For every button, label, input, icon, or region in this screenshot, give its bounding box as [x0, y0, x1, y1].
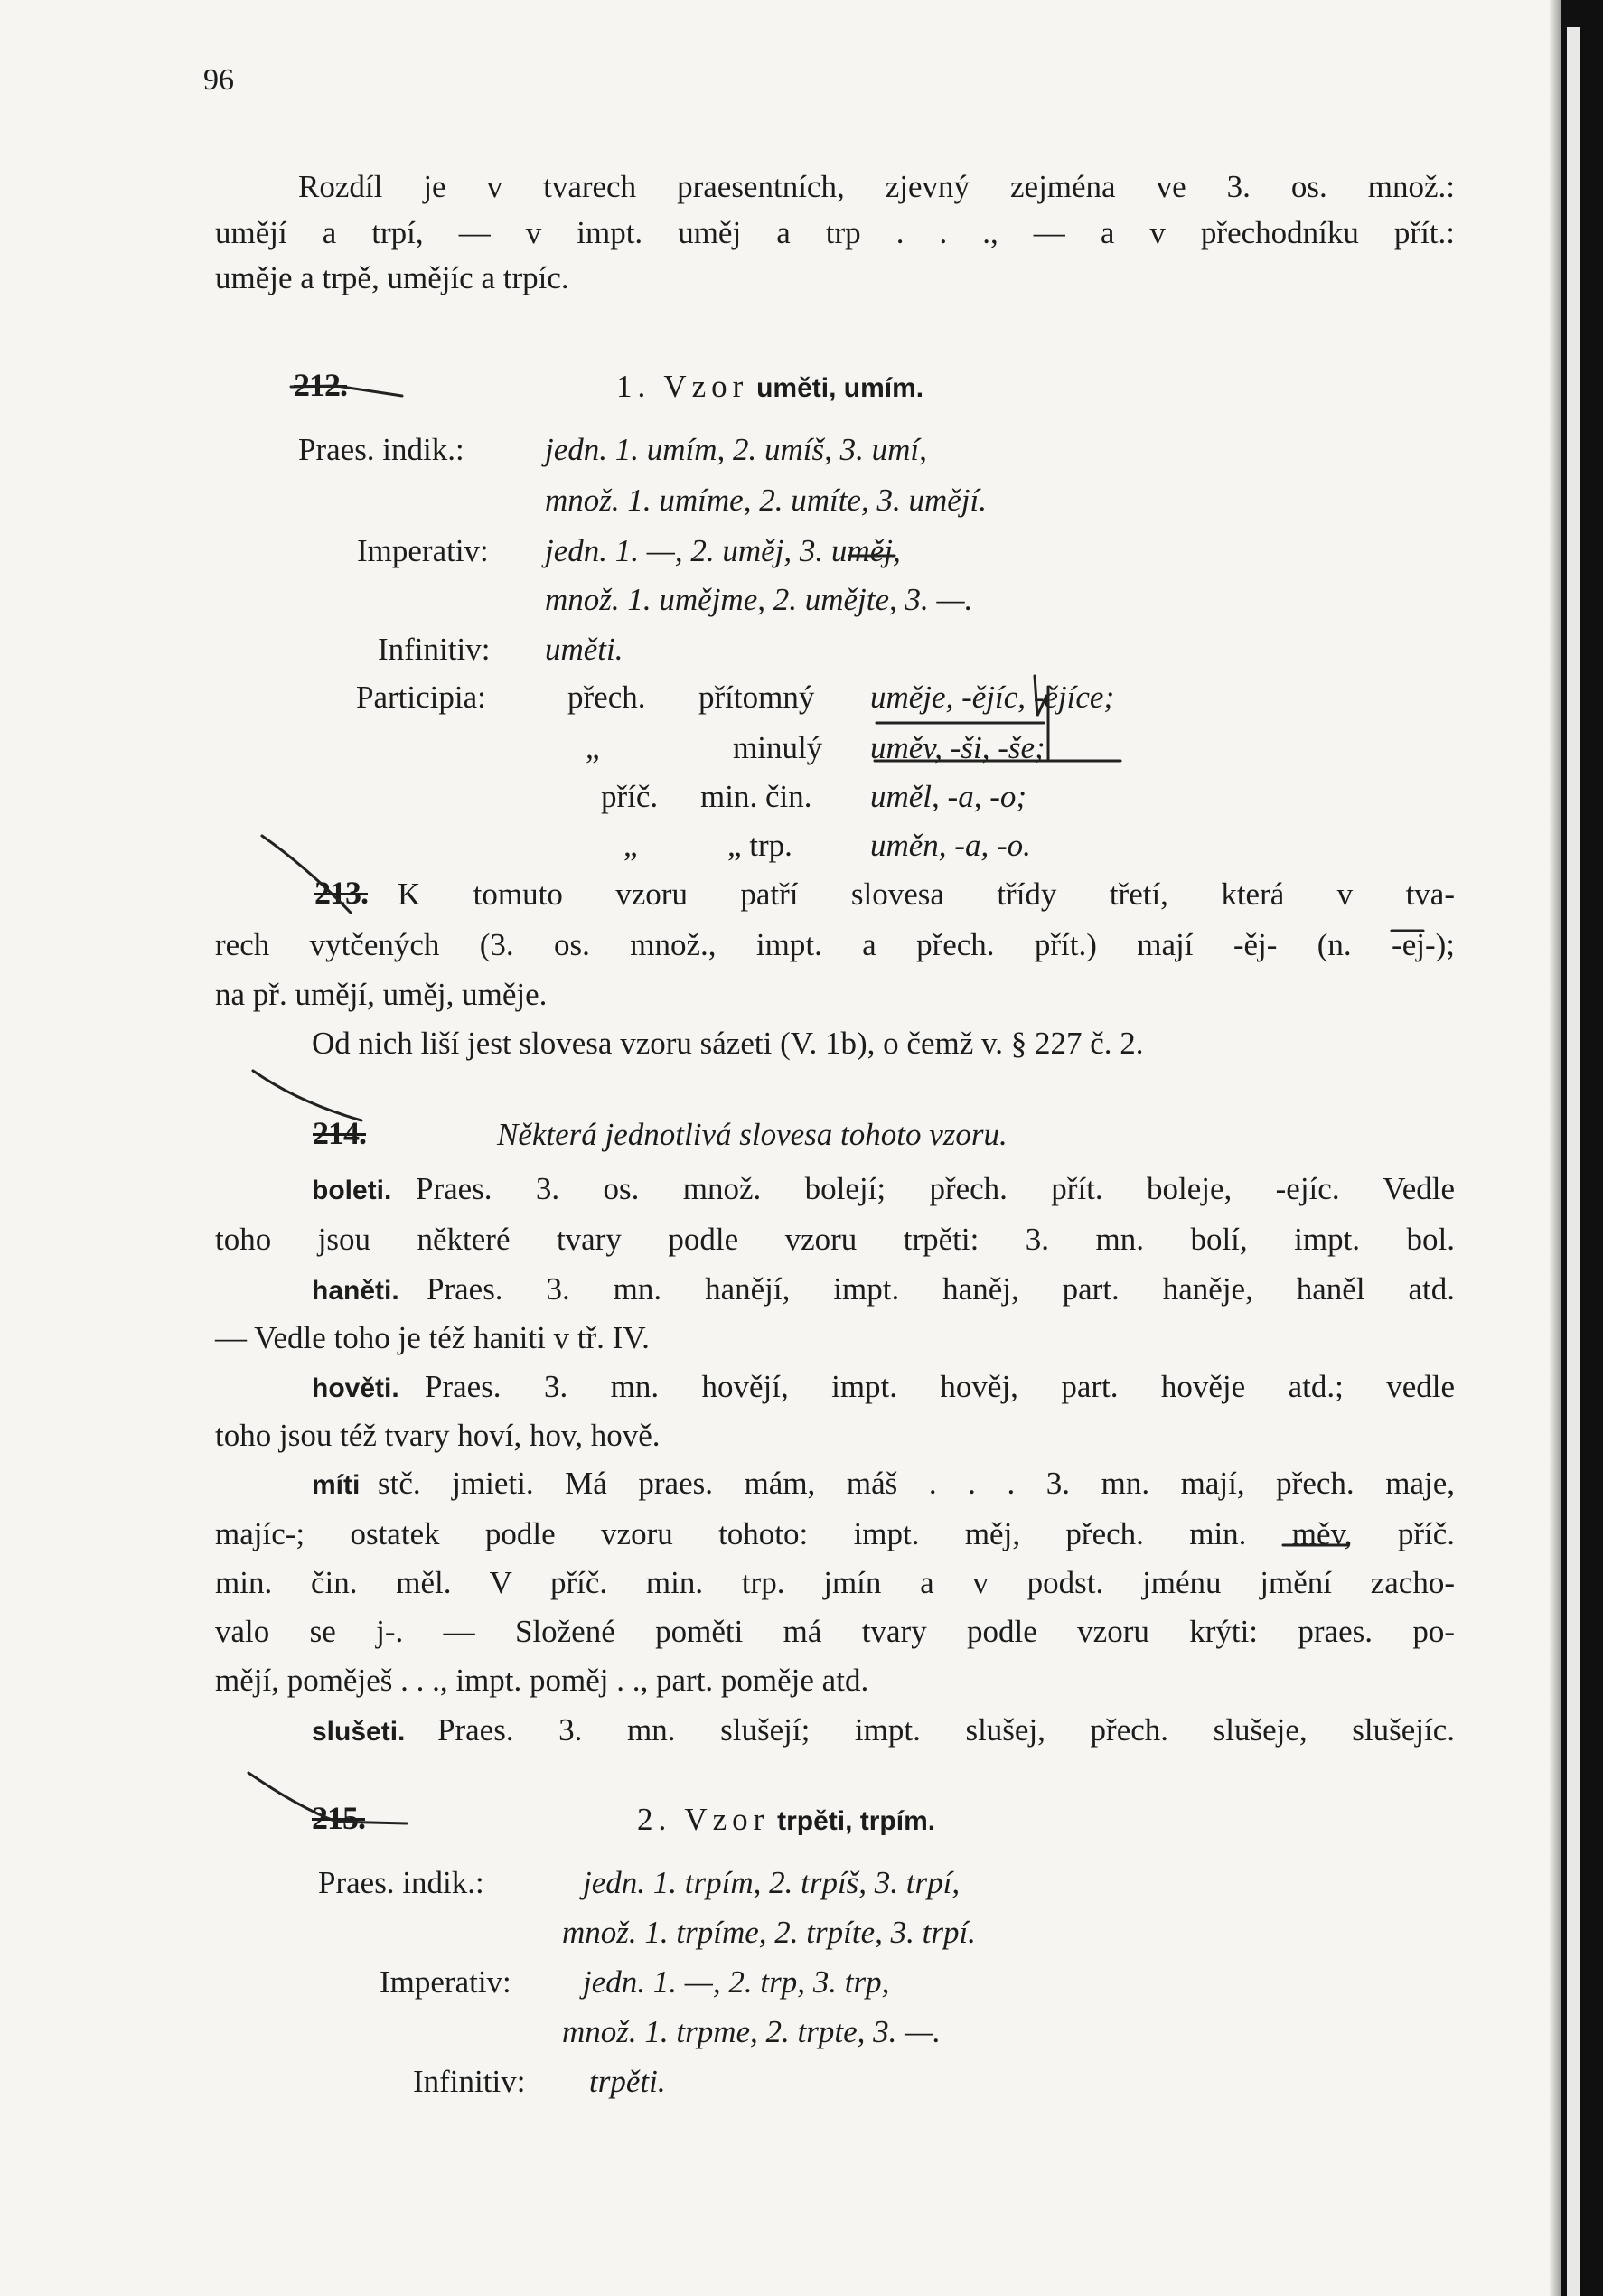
s215-imper-label: Imperativ:: [380, 1964, 511, 2000]
s215-praes-jedn: jedn. 1. trpím, 2. trpíš, 3. trpí,: [583, 1865, 961, 1900]
entry-hoveti-line-1: Praes. 3. mn. hovějí, impt. hověj, part. hověje atd.; vedle: [425, 1369, 1455, 1404]
s212-part-row-4-a: „: [623, 828, 638, 863]
entry-suseti-line-1: Praes. 3. mn. slušejí; impt. slušej, přech. slušeje, slušejíc.: [437, 1712, 1455, 1748]
adjacent-page-edge: [1567, 27, 1580, 2296]
entry-boleti-line-2: toho jsou některé tvary podle vzoru trpěti: 3. mn. bolí, impt. bol.: [215, 1222, 1455, 1257]
section-number-214: 214.: [313, 1115, 366, 1151]
s212-part-label: Participia:: [356, 679, 486, 715]
s212-imper-mnoz: množ. 1. umějme, 2. umějte, 3. —.: [545, 582, 973, 617]
s212-part-row-3-b: min. čin.: [700, 779, 812, 814]
entry-head-suseti: slušeti.: [312, 1717, 406, 1747]
intro-line-3: uměje a trpě, umějíc a trpíc.: [215, 260, 569, 295]
entry-boleti-line-1: Praes. 3. os. množ. bolejí; přech. přít. boleje, -ejíc. Vedle: [416, 1171, 1455, 1206]
section-number-213: 213.: [314, 875, 368, 911]
s212-part-row-3-a: příč.: [601, 779, 659, 814]
s212-part-row-2-a: „: [586, 730, 600, 765]
entry-haneti-line-2: — Vedle toho je též haniti v tř. IV.: [215, 1320, 650, 1355]
s212-part-row-2-b: minulý: [733, 730, 823, 765]
s213-line-1: K tomuto vzoru patří slovesa třídy třetí, která v tva-: [398, 876, 1455, 912]
s212-part-row-1-a: přech.: [567, 679, 646, 715]
s212-part-row-4-b: „ trp.: [727, 828, 792, 863]
s213-line-4: Od nich liší jest slovesa vzoru sázeti (V. 1b), o čemž v. § 227 č. 2.: [312, 1026, 1144, 1061]
s215-heading-words: trpěti, trpím.: [777, 1806, 936, 1836]
pen-stroke-215: [248, 1773, 407, 1823]
entry-miti-line-5: mějí, poměješ . . ., impt. poměj . ., part. poměje atd.: [215, 1663, 869, 1698]
s212-praes-mnoz: množ. 1. umíme, 2. umíte, 3. umějí.: [545, 483, 987, 518]
s212-part-row-1-b: přítomný: [698, 679, 815, 715]
entry-miti-line-3: min. čin. měl. V příč. min. trp. jmín a v podst. jménu jmění zacho-: [215, 1565, 1455, 1600]
s215-imper-jedn: jedn. 1. —, 2. trp, 3. trp,: [583, 1964, 890, 2000]
s212-part-row-4-c: uměn, -a, -o.: [870, 828, 1031, 863]
s212-heading-prefix: 1. Vzor: [616, 369, 749, 404]
pen-stroke-214: [253, 1071, 361, 1120]
s212-praes-jedn: jedn. 1. umím, 2. umíš, 3. umí,: [545, 432, 927, 467]
s215-inf-value: trpěti.: [589, 2064, 666, 2099]
s212-inf-value: uměti.: [545, 632, 623, 667]
entry-miti-line-4: valo se j-. — Složené poměti má tvary podle vzoru krýti: praes. po-: [215, 1614, 1455, 1649]
entry-hoveti-line-2: toho jsou též tvary hoví, hov, hově.: [215, 1418, 661, 1453]
s213-line-2: rech vytčených (3. os. množ., impt. a přech. přít.) mají -ěj- (n. -ej-);: [215, 927, 1455, 962]
s212-part-row-1-c: uměje, -ějíc, -ějíce;: [870, 679, 1115, 715]
intro-line-1: Rozdíl je v tvarech praesentních, zjevný zejména ve 3. os. množ.:: [298, 169, 1455, 204]
entry-miti-line-2: majíc-; ostatek podle vzoru tohoto: impt. měj, přech. min. měv, příč.: [215, 1516, 1455, 1551]
s212-heading-words: uměti, umím.: [756, 373, 924, 403]
entry-head-hoveti: hověti.: [312, 1373, 399, 1403]
s215-praes-mnoz: množ. 1. trpíme, 2. trpíte, 3. trpí.: [562, 1915, 976, 1950]
s214-heading: Některá jednotlivá slovesa tohoto vzoru.: [497, 1117, 1008, 1152]
s215-heading-prefix: 2. Vzor: [637, 1802, 770, 1837]
entry-haneti-line-1: Praes. 3. mn. hanějí, impt. haněj, part. haněje, haněl atd.: [427, 1271, 1455, 1307]
s215-praes-label: Praes. indik.:: [318, 1865, 484, 1900]
intro-line-2: umějí a trpí, — v impt. uměj a trp . . ., — a v přechodníku přít.:: [215, 215, 1455, 250]
s212-part-row-2-c: uměv, -ši, -še;: [870, 730, 1045, 765]
entry-head-haneti: haněti.: [312, 1276, 399, 1306]
s212-part-row-3-c: uměl, -a, -o;: [870, 779, 1027, 814]
section-number-215: 215.: [312, 1800, 365, 1836]
entry-head-boleti: boleti.: [312, 1176, 392, 1205]
pen-stroke-212: [291, 386, 402, 396]
section-number-212: 212.: [294, 367, 347, 403]
s215-inf-label: Infinitiv:: [413, 2064, 526, 2099]
page-number: 96: [203, 63, 234, 97]
entry-head-miti: míti: [312, 1470, 361, 1500]
s212-inf-label: Infinitiv:: [378, 632, 491, 667]
s215-imper-mnoz: množ. 1. trpme, 2. trpte, 3. —.: [562, 2014, 942, 2049]
pen-stroke-213: [262, 836, 351, 913]
s212-praes-label: Praes. indik.:: [298, 432, 464, 467]
entry-miti-line-1: stč. jmieti. Má praes. mám, máš . . . 3. mn. mají, přech. maje,: [378, 1466, 1455, 1501]
s212-imper-label: Imperativ:: [357, 533, 489, 568]
s213-line-3: na př. umějí, uměj, uměje.: [215, 977, 548, 1012]
s212-imper-jedn: jedn. 1. —, 2. uměj, 3. uměj,: [545, 533, 901, 568]
tick-mark: [1035, 676, 1046, 716]
